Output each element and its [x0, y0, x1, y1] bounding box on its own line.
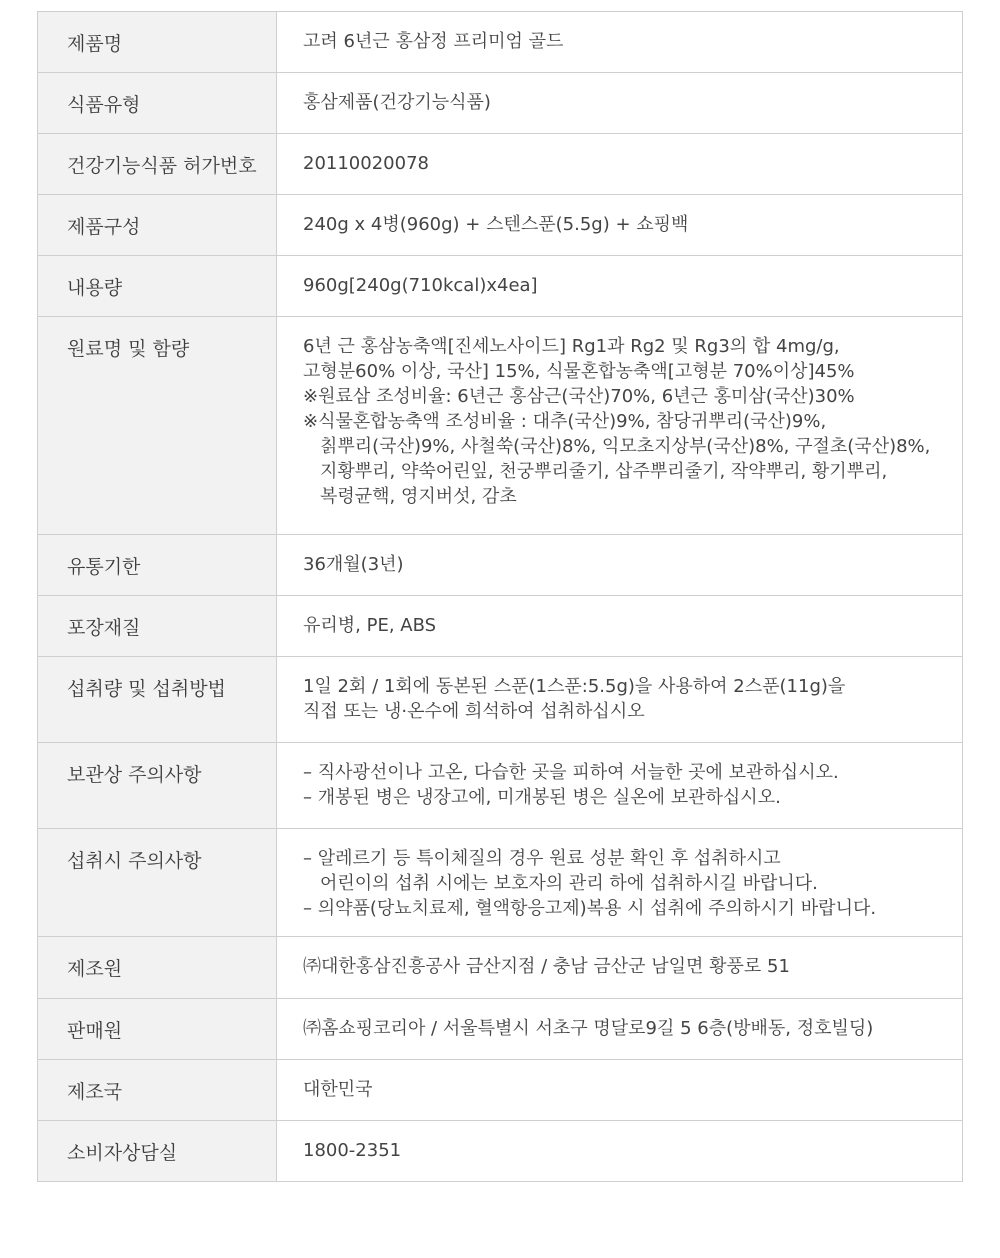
value-line: – 의약품(당뇨치료제, 혈액항응고제)복용 시 섭취에 주의하시기 바랍니다.	[303, 898, 877, 919]
table-row	[38, 829, 963, 937]
table-row	[38, 937, 963, 999]
value-line: 20110020078	[303, 153, 429, 174]
value-line: 홍삼제품(건강기능식품)	[303, 92, 491, 113]
row-label: 제품명	[38, 12, 277, 73]
table-row	[38, 134, 963, 195]
row-value	[277, 937, 963, 999]
value-line: 36개월(3년)	[303, 554, 404, 575]
row-label: 식품유형	[38, 73, 277, 134]
row-label: 건강기능식품 허가번호	[38, 134, 277, 195]
value-line: 6년 근 홍삼농축액[진세노사이드] Rg1과 Rg2 및 Rg3의 합 4mg/g,	[303, 336, 840, 357]
row-value	[277, 1060, 963, 1121]
value-line: 1일 2회 / 1회에 동본된 스푼(1스푼:5.5g)을 사용하여 2스푼(11g)을	[303, 676, 846, 697]
value-line: – 직사광선이나 고온, 다습한 곳을 피하여 서늘한 곳에 보관하십시오.	[303, 762, 839, 783]
value-line: 240g x 4병(960g) + 스텐스푼(5.5g) + 쇼핑백	[303, 214, 689, 235]
table-row	[38, 596, 963, 657]
value-line: 유리병, PE, ABS	[303, 615, 437, 636]
row-label: 판매원	[38, 999, 277, 1060]
product-info-table	[37, 11, 963, 1182]
row-value	[277, 12, 963, 73]
row-value	[277, 317, 963, 535]
value-line: ㈜대한홍삼진흥공사 금산지점 / 충남 금산군 남일면 황풍로 51	[303, 956, 790, 977]
row-value	[277, 743, 963, 829]
row-value	[277, 195, 963, 256]
value-line: 복령균핵, 영지버섯, 감초	[320, 486, 517, 507]
table-row	[38, 317, 963, 535]
value-line: – 알레르기 등 특이체질의 경우 원료 성분 확인 후 섭취하시고	[303, 848, 781, 869]
row-label: 포장재질	[38, 596, 277, 657]
row-value	[277, 657, 963, 743]
value-line: 직접 또는 냉·온수에 희석하여 섭취하십시오	[303, 701, 645, 722]
table-row	[38, 12, 963, 73]
value-line: 지황뿌리, 약쑥어린잎, 천궁뿌리줄기, 삽주뿌리줄기, 작약뿌리, 황기뿌리,	[320, 461, 888, 482]
row-label: 원료명 및 함량	[38, 317, 277, 535]
table-row	[38, 73, 963, 134]
value-line: 1800-2351	[303, 1140, 402, 1161]
table-row	[38, 535, 963, 596]
table-row	[38, 1121, 963, 1182]
row-label: 유통기한	[38, 535, 277, 596]
value-line: 어린이의 섭취 시에는 보호자의 관리 하에 섭취하시길 바랍니다.	[320, 873, 818, 894]
value-line: 고려 6년근 홍삼정 프리미엄 골드	[303, 31, 564, 52]
value-line: ㈜홈쇼핑코리아 / 서울특별시 서초구 명달로9길 5 6층(방배동, 정호빌딩)	[303, 1018, 874, 1039]
value-line: – 개봉된 병은 냉장고에, 미개봉된 병은 실온에 보관하십시오.	[303, 787, 781, 808]
value-line: 칡뿌리(국산)9%, 사철쑥(국산)8%, 익모초지상부(국산)8%, 구절초(국산)8%,	[320, 436, 931, 457]
row-value	[277, 134, 963, 195]
row-value	[277, 1121, 963, 1182]
row-label: 섭취량 및 섭취방법	[38, 657, 277, 743]
row-label: 보관상 주의사항	[38, 743, 277, 829]
table-row	[38, 256, 963, 317]
value-line: ※식물혼합농축액 조성비율 : 대추(국산)9%, 참당귀뿌리(국산)9%,	[303, 411, 827, 432]
value-line: 고형분60% 이상, 국산] 15%, 식물혼합농축액[고형분 70%이상]45%	[303, 361, 855, 382]
row-label: 소비자상담실	[38, 1121, 277, 1182]
row-label: 제조국	[38, 1060, 277, 1121]
table-row	[38, 1060, 963, 1121]
row-label: 제품구성	[38, 195, 277, 256]
table-row	[38, 657, 963, 743]
row-label: 내용량	[38, 256, 277, 317]
row-label: 제조원	[38, 937, 277, 999]
value-line: 대한민국	[303, 1079, 373, 1100]
table-row	[38, 195, 963, 256]
row-value	[277, 535, 963, 596]
row-value	[277, 999, 963, 1060]
value-line: 960g[240g(710kcal)x4ea]	[303, 275, 538, 296]
row-value	[277, 73, 963, 134]
row-value	[277, 596, 963, 657]
table-row	[38, 999, 963, 1060]
row-value	[277, 829, 963, 937]
row-value	[277, 256, 963, 317]
value-line: ※원료삼 조성비율: 6년근 홍삼근(국산)70%, 6년근 홍미삼(국산)30%	[303, 386, 855, 407]
row-label: 섭취시 주의사항	[38, 829, 277, 937]
table-row	[38, 743, 963, 829]
